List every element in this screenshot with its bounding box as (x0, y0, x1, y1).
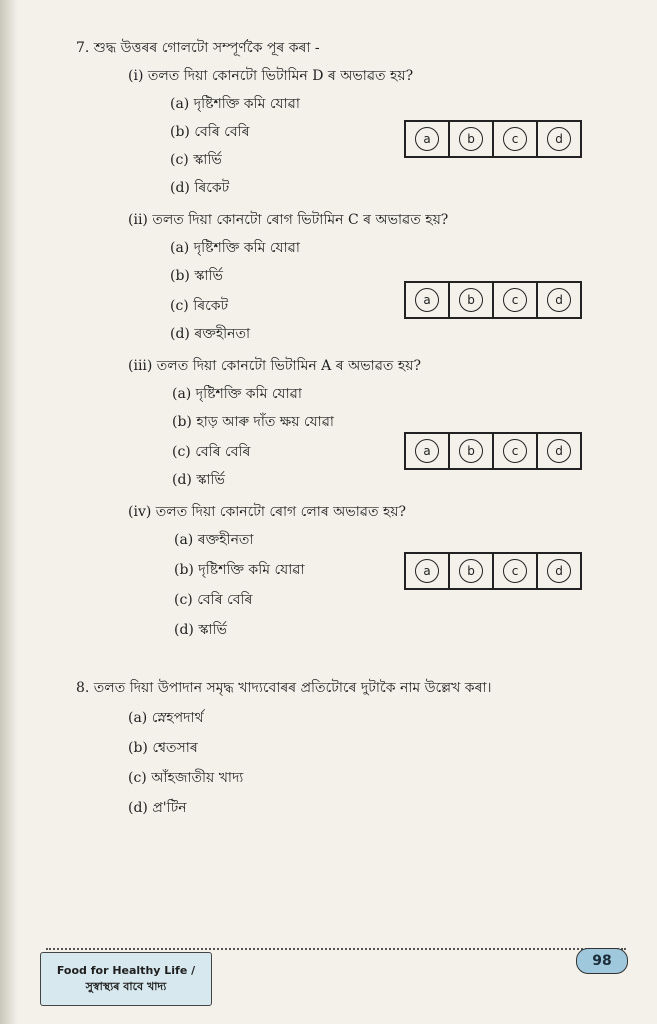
question-7-i-label: (i) তলত দিয়া কোনটো ভিটামিন D ৰ অভাৱত হয়? (128, 68, 414, 84)
footer-book-title (40, 952, 212, 1006)
option-7-iv-a: (a) ৰক্তহীনতা (174, 532, 254, 548)
answer-circle-a[interactable]: a (415, 127, 439, 151)
answer-circle-b[interactable]: b (459, 439, 483, 463)
answer-cell-a[interactable] (406, 554, 450, 588)
option-7-iii-c: (c) বেৰি বেৰি (172, 444, 251, 460)
answer-circle-a[interactable]: a (415, 288, 439, 312)
answer-circle-c[interactable]: c (503, 439, 527, 463)
answer-circle-d[interactable]: d (547, 127, 571, 151)
answer-circle-b[interactable]: b (459, 288, 483, 312)
page-binding-shadow (0, 0, 18, 1024)
option-7-iv-c: (c) বেৰি বেৰি (174, 592, 253, 608)
option-7-iii-a: (a) দৃষ্টিশক্তি কমি যোৱা (172, 386, 302, 402)
option-8-a: (a) স্নেহপদাৰ্থ (128, 710, 204, 726)
footer-title-english: Food for Healthy Life / (56, 963, 196, 977)
answer-cell-d[interactable] (538, 122, 580, 156)
answer-box-7-iv (404, 552, 582, 590)
answer-box-7-i (404, 120, 582, 158)
answer-circle-b[interactable]: b (459, 559, 483, 583)
answer-cell-a[interactable] (406, 434, 450, 468)
option-7-i-a: (a) দৃষ্টিশক্তি কমি যোৱা (170, 96, 300, 112)
answer-circle-c[interactable]: c (503, 288, 527, 312)
answer-circle-b[interactable]: b (459, 127, 483, 151)
footer-title-assamese: সুস্বাস্থ্যৰ বাবে খাদ্য (85, 980, 167, 993)
option-7-i-c: (c) স্কাৰ্ভি (170, 152, 222, 168)
answer-circle-d[interactable]: d (547, 439, 571, 463)
answer-cell-c[interactable] (494, 554, 538, 588)
option-7-i-d: (d) ৰিকেট (170, 180, 230, 196)
option-7-ii-d: (d) ৰক্তহীনতা (170, 326, 251, 342)
answer-cell-b[interactable] (450, 434, 494, 468)
answer-circle-d[interactable]: d (547, 559, 571, 583)
answer-cell-a[interactable] (406, 122, 450, 156)
answer-circle-a[interactable]: a (415, 559, 439, 583)
option-7-ii-b: (b) স্কাৰ্ভি (170, 268, 223, 284)
answer-box-7-iii (404, 432, 582, 470)
option-7-ii-c: (c) ৰিকেট (170, 298, 229, 314)
answer-cell-b[interactable] (450, 554, 494, 588)
answer-box-7-ii (404, 281, 582, 319)
answer-cell-a[interactable] (406, 283, 450, 317)
question-7-heading: 7. শুদ্ধ উত্তৰৰ গোলটো সম্পূৰ্ণকৈ পূৰ কৰা - (76, 40, 320, 56)
option-8-d: (d) প্ৰ'টিন (128, 800, 187, 816)
footer-dotted-rule (46, 948, 626, 950)
option-7-i-b: (b) বেৰি বেৰি (170, 124, 250, 140)
page-number-badge: 98 (576, 948, 628, 974)
answer-cell-c[interactable] (494, 283, 538, 317)
answer-circle-a[interactable]: a (415, 439, 439, 463)
answer-circle-c[interactable]: c (503, 559, 527, 583)
question-8-heading: 8. তলত দিয়া উপাদান সমৃদ্ধ খাদ্যবোৰৰ প্ৰতিটোৰে দুটাকৈ নাম উল্লেখ কৰা। (76, 680, 492, 696)
answer-circle-d[interactable]: d (547, 288, 571, 312)
answer-cell-c[interactable] (494, 434, 538, 468)
answer-cell-b[interactable] (450, 122, 494, 156)
option-7-iii-b: (b) হাড় আৰু দাঁত ক্ষয় যোৱা (172, 414, 334, 430)
option-7-ii-a: (a) দৃষ্টিশক্তি কমি যোৱা (170, 240, 300, 256)
answer-cell-b[interactable] (450, 283, 494, 317)
answer-cell-d[interactable] (538, 283, 580, 317)
option-7-iv-d: (d) স্কাৰ্ভি (174, 622, 227, 638)
answer-cell-d[interactable] (538, 434, 580, 468)
question-7-iv-label: (iv) তলত দিয়া কোনটো ৰোগ লোৰ অভাৱত হয়? (128, 504, 407, 520)
answer-circle-c[interactable]: c (503, 127, 527, 151)
answer-cell-d[interactable] (538, 554, 580, 588)
question-7-iii-label: (iii) তলত দিয়া কোনটো ভিটামিন A ৰ অভাৱত হয়? (128, 358, 421, 374)
option-7-iii-d: (d) স্কাৰ্ভি (172, 472, 225, 488)
question-7-ii-label: (ii) তলত দিয়া কোনটো ৰোগ ভিটামিন C ৰ অভাৱত হয়? (128, 212, 449, 228)
answer-cell-c[interactable] (494, 122, 538, 156)
option-7-iv-b: (b) দৃষ্টিশক্তি কমি যোৱা (174, 562, 305, 578)
option-8-c: (c) আঁহজাতীয় খাদ্য (128, 770, 244, 786)
option-8-b: (b) শ্বেতসাৰ (128, 740, 198, 756)
